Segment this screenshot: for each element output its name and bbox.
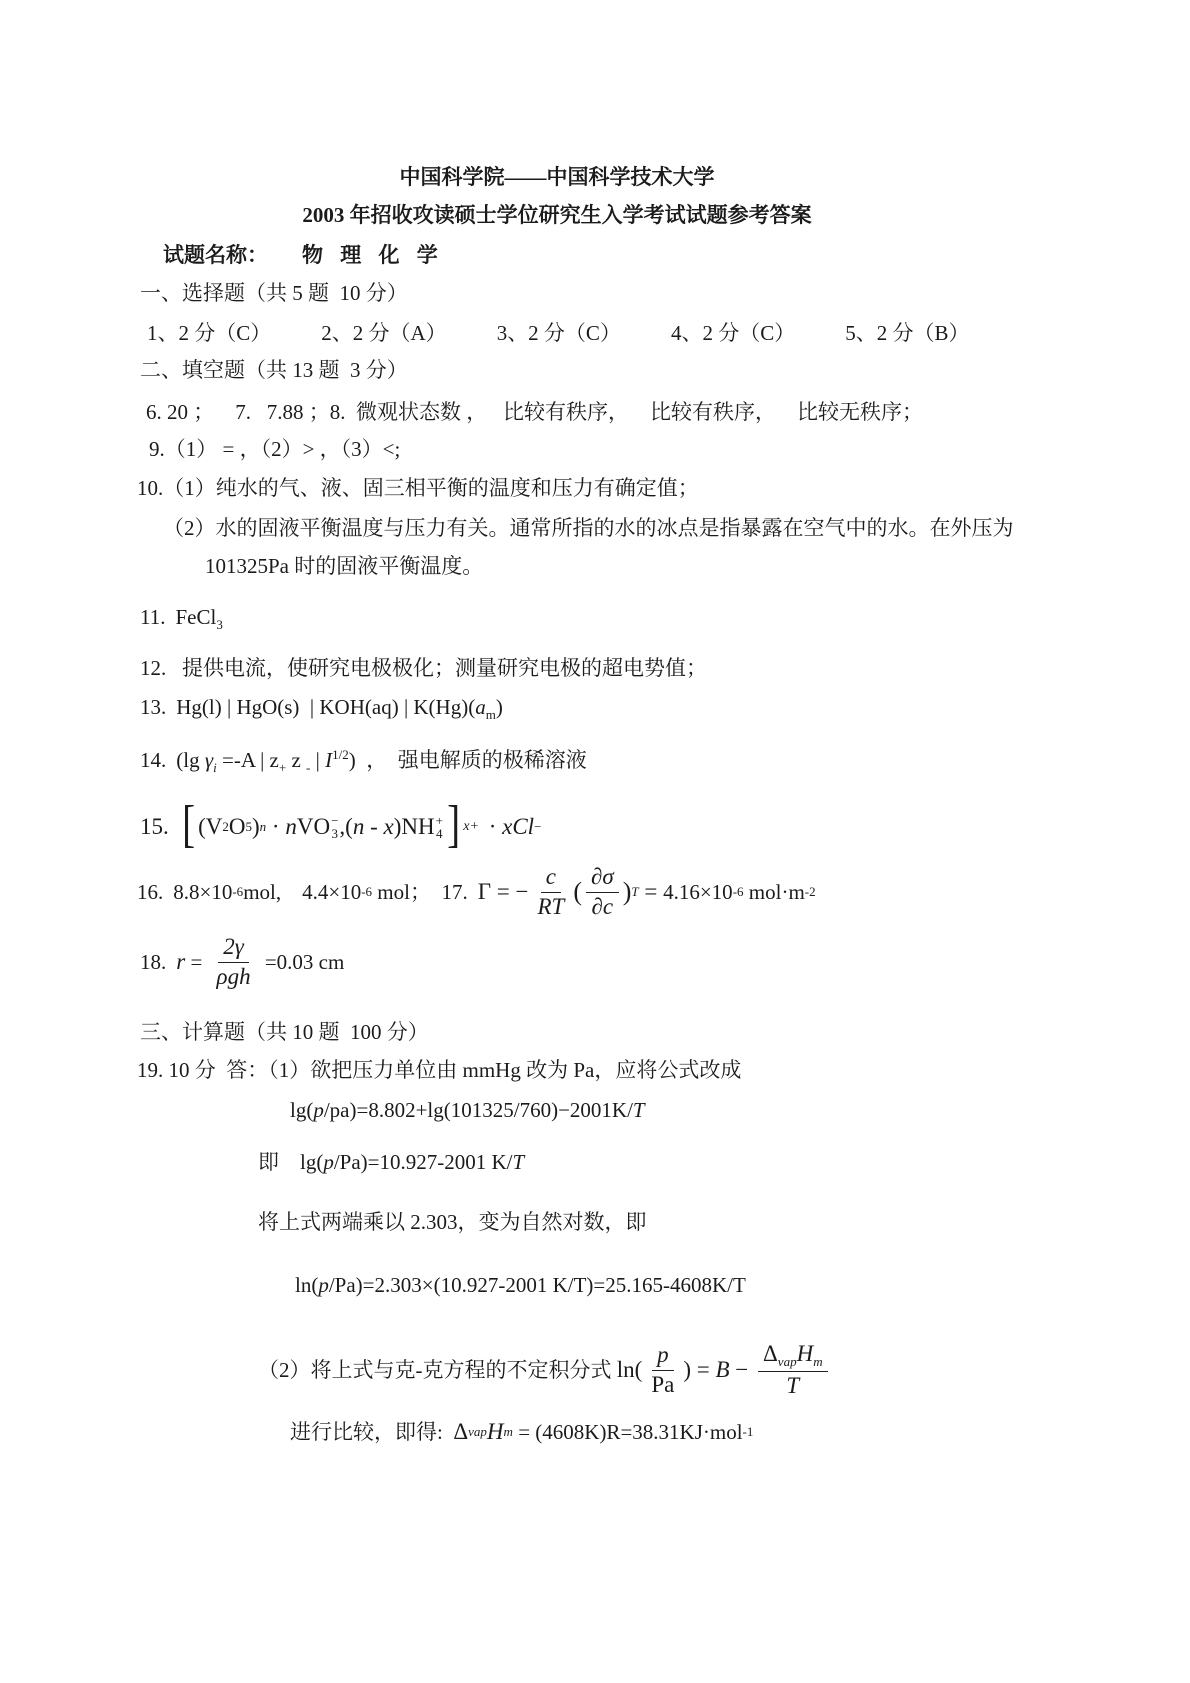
question-number: 13.: [140, 695, 167, 719]
fraction-numerator: 2γ: [218, 934, 249, 962]
formula-fragment: ): [348, 748, 356, 772]
cell-notation-end: ): [495, 695, 503, 719]
superscript: -6: [732, 884, 744, 899]
question-number: 17.: [441, 880, 468, 904]
question-10-part2-line: （2）水的固液平衡温度与压力有关。通常所指的水的冰点是指暴露在空气中的水。在外压为: [163, 516, 1014, 540]
paragraph-2-line: [258, 1328, 832, 1412]
formula-fragment: /Pa)=10.927-2001 K/: [333, 1150, 513, 1174]
superscript: 1/2: [332, 747, 349, 762]
question-15-line: [140, 796, 542, 855]
pressure-symbol: p: [318, 1273, 329, 1297]
superscript: −: [534, 819, 542, 834]
subscript: 5: [245, 819, 252, 834]
paragraph-1-line: 将上式两端乘以 2.303，变为自然对数，即: [258, 1210, 647, 1234]
enthalpy-symbol: H: [486, 1419, 504, 1444]
exam-name-line: [163, 241, 444, 269]
formula-fragment: ,(: [339, 814, 353, 839]
fraction-denominator: ∂c: [591, 893, 614, 919]
fraction-denominator: ρgh: [216, 963, 251, 989]
equals-sign: = −: [491, 879, 529, 904]
result-value: =0.03 cm: [259, 950, 345, 974]
question-number: 15.: [140, 814, 169, 839]
subscript: 3: [331, 826, 338, 841]
doc-subtitle: 2003 年招收攻读硕士学位研究生入学考试试题参考答案: [302, 203, 812, 227]
activity-symbol: a: [475, 695, 486, 719]
dot-operator: ·: [482, 814, 503, 839]
unit: mol,: [243, 880, 303, 904]
delta-symbol: Δ: [763, 1340, 778, 1366]
question-6-8-line: 6. 20 ； 7. 7.88 ；8. 微观状态数 ， 比较有秩序， 比较有秩序， 比较无秩序；: [146, 400, 923, 424]
question-10-part3-line: 101325Pa 时的固液平衡温度。: [205, 554, 484, 578]
superscript: -6: [361, 884, 373, 899]
question-number: 11.: [140, 605, 166, 629]
question-12-line: 12. 提供电流，使研究电极极化；测量研究电极的超电势值；: [140, 656, 707, 680]
pressure-symbol: p: [323, 1150, 334, 1174]
formula-fragment: ln(: [616, 1357, 643, 1382]
cell-notation: Hg(l) | HgO(s) | KOH(aq) | K(Hg)(: [176, 695, 476, 719]
equation-3-line: [295, 1271, 746, 1299]
question-14-line: [140, 741, 587, 775]
formula-fragment: (V: [198, 814, 223, 839]
gamma-cap-symbol: Γ: [477, 879, 492, 904]
fraction: [212, 934, 256, 990]
formula-fragment: O: [228, 814, 246, 839]
n-symbol: n: [285, 814, 297, 839]
choice-answer-3: 3、2 分（C）: [496, 321, 621, 345]
label: 即: [258, 1150, 300, 1174]
subscript: i: [213, 760, 217, 775]
doc-title: 中国科学院——中国科学技术大学: [399, 165, 715, 189]
question-16-17-line: [137, 854, 816, 930]
sub-sup-stack: [331, 814, 338, 840]
fraction-numerator: c: [541, 864, 561, 892]
fraction-numerator: ∂σ: [586, 864, 619, 892]
unit: mol·m: [743, 880, 805, 904]
subscript: 2: [222, 819, 229, 834]
fraction-denominator: T: [786, 1372, 800, 1398]
subscript: +: [278, 760, 287, 775]
exam-name: 物 理 化 学: [302, 243, 444, 267]
subscript: n: [259, 819, 267, 834]
fraction: [532, 864, 569, 920]
formula-fragment: /pa)=8.802+lg(101325/760)−2001K/: [323, 1098, 633, 1122]
equals-sign: =: [638, 879, 664, 904]
question-18-line: [140, 922, 344, 1002]
subscript: -: [306, 760, 311, 775]
formula-fragment: /Pa)=2.303×(10.927-2001 K/T)=25.165-4608K/T: [328, 1273, 746, 1297]
question-number: 18.: [140, 950, 167, 974]
question-number: 14.: [140, 748, 167, 772]
formula-fragment: =-A | z: [216, 748, 279, 772]
fraction-numerator: [758, 1341, 828, 1372]
formula-fragment: FeCl: [175, 605, 217, 629]
result-value: = (4608K)R=38.31KJ·mol: [512, 1420, 743, 1444]
fraction-numerator: p: [652, 1342, 674, 1370]
superscript: -6: [232, 884, 244, 899]
choice-answers-line: [147, 319, 969, 347]
value: 4.4×10: [302, 880, 362, 904]
equation-2-line: [258, 1148, 524, 1176]
fraction: [586, 864, 619, 920]
subscript: 4: [436, 826, 443, 841]
superscript: -1: [742, 1424, 754, 1439]
temperature-symbol: T: [632, 1098, 645, 1122]
fraction: [646, 1342, 679, 1398]
subscript: 3: [216, 617, 223, 632]
left-paren: (: [573, 877, 582, 906]
minus-sign: −: [729, 1357, 754, 1382]
subscript: vap: [777, 1353, 797, 1369]
answer-text: 强电解质的极稀溶液: [397, 748, 587, 772]
section2-heading: 二、填空题（共 13 题 3 分）: [140, 358, 408, 382]
value: 8.8×10: [173, 880, 233, 904]
sub-sup-stack: [436, 814, 443, 840]
question-11-line: [140, 603, 223, 631]
section3-heading: 三、计算题（共 10 题 100 分）: [140, 1020, 429, 1044]
pressure-symbol: p: [313, 1098, 324, 1122]
final-result-line: [290, 1412, 753, 1452]
formula-fragment: ln(: [295, 1273, 319, 1297]
temperature-symbol: T: [512, 1150, 525, 1174]
formula-fragment: )NH: [393, 814, 435, 839]
paragraph-text: 进行比较，即得:: [290, 1420, 454, 1444]
superscript: +: [435, 813, 443, 828]
fraction-denominator: RT: [537, 893, 565, 919]
question-10-part1-line: 10.（1）纯水的气、液、固三相平衡的温度和压力有确定值；: [137, 476, 699, 500]
enthalpy-symbol: H: [796, 1340, 814, 1366]
question-9-line: 9.（1） = ，（2）> ，（3）<;: [149, 437, 401, 461]
subscript: vap: [468, 1424, 487, 1439]
question-19-intro-line: 19. 10 分 答：（1）欲把压力单位由 mmHg 改为 Pa，应将公式改成: [137, 1058, 742, 1082]
formula-fragment: ): [251, 814, 260, 839]
exam-label: 试题名称：: [163, 243, 268, 267]
subscript: m: [485, 707, 496, 722]
formula-fragment: VO: [296, 814, 331, 839]
value: 4.16×10: [663, 880, 733, 904]
question-number: 16.: [137, 880, 164, 904]
ionic-strength-symbol: I: [325, 748, 333, 772]
section1-heading: 一、选择题（共 5 题 10 分）: [140, 281, 408, 305]
formula-fragment: lg(: [290, 1098, 314, 1122]
fraction-denominator: Pa: [651, 1371, 675, 1397]
superscript: −: [331, 813, 339, 828]
paragraph-text: （2）将上式与克-克方程的不定积分式: [258, 1358, 617, 1382]
formula-fragment: xCl: [502, 814, 535, 839]
formula-fragment: |: [310, 748, 326, 772]
radius-symbol: r: [176, 949, 186, 974]
choice-answer-1: 1、2 分（C）: [147, 321, 272, 345]
choice-answer-2: 2、2 分（A）: [321, 321, 447, 345]
superscript: -2: [804, 884, 816, 899]
question-13-line: [140, 693, 503, 721]
bracket-exponent: x+: [463, 819, 479, 834]
formula-fragment: lg(: [300, 1150, 324, 1174]
dot-operator: ·: [266, 814, 286, 839]
constant-symbol: B: [715, 1357, 730, 1382]
choice-answer-5: 5、2 分（B）: [845, 321, 970, 345]
choice-answer-4: 4、2 分（C）: [670, 321, 796, 345]
unit: mol；: [372, 880, 442, 904]
equation-1-line: [290, 1096, 645, 1124]
subscript: m: [813, 1353, 823, 1369]
formula-fragment: ) =: [683, 1357, 716, 1382]
formula-fragment: ，: [355, 748, 398, 772]
subscript: T: [631, 884, 639, 899]
left-bracket: [: [181, 796, 195, 853]
gamma-symbol: γ: [204, 748, 214, 772]
formula-fragment: n - x: [352, 814, 394, 839]
right-paren: ): [622, 877, 632, 906]
formula-fragment: (lg: [176, 748, 205, 772]
fraction: [758, 1341, 828, 1399]
delta-symbol: Δ: [453, 1419, 469, 1444]
formula-fragment: z: [286, 748, 307, 772]
subscript: m: [503, 1424, 513, 1439]
right-bracket: ]: [447, 796, 461, 853]
equals-sign: =: [185, 950, 208, 974]
